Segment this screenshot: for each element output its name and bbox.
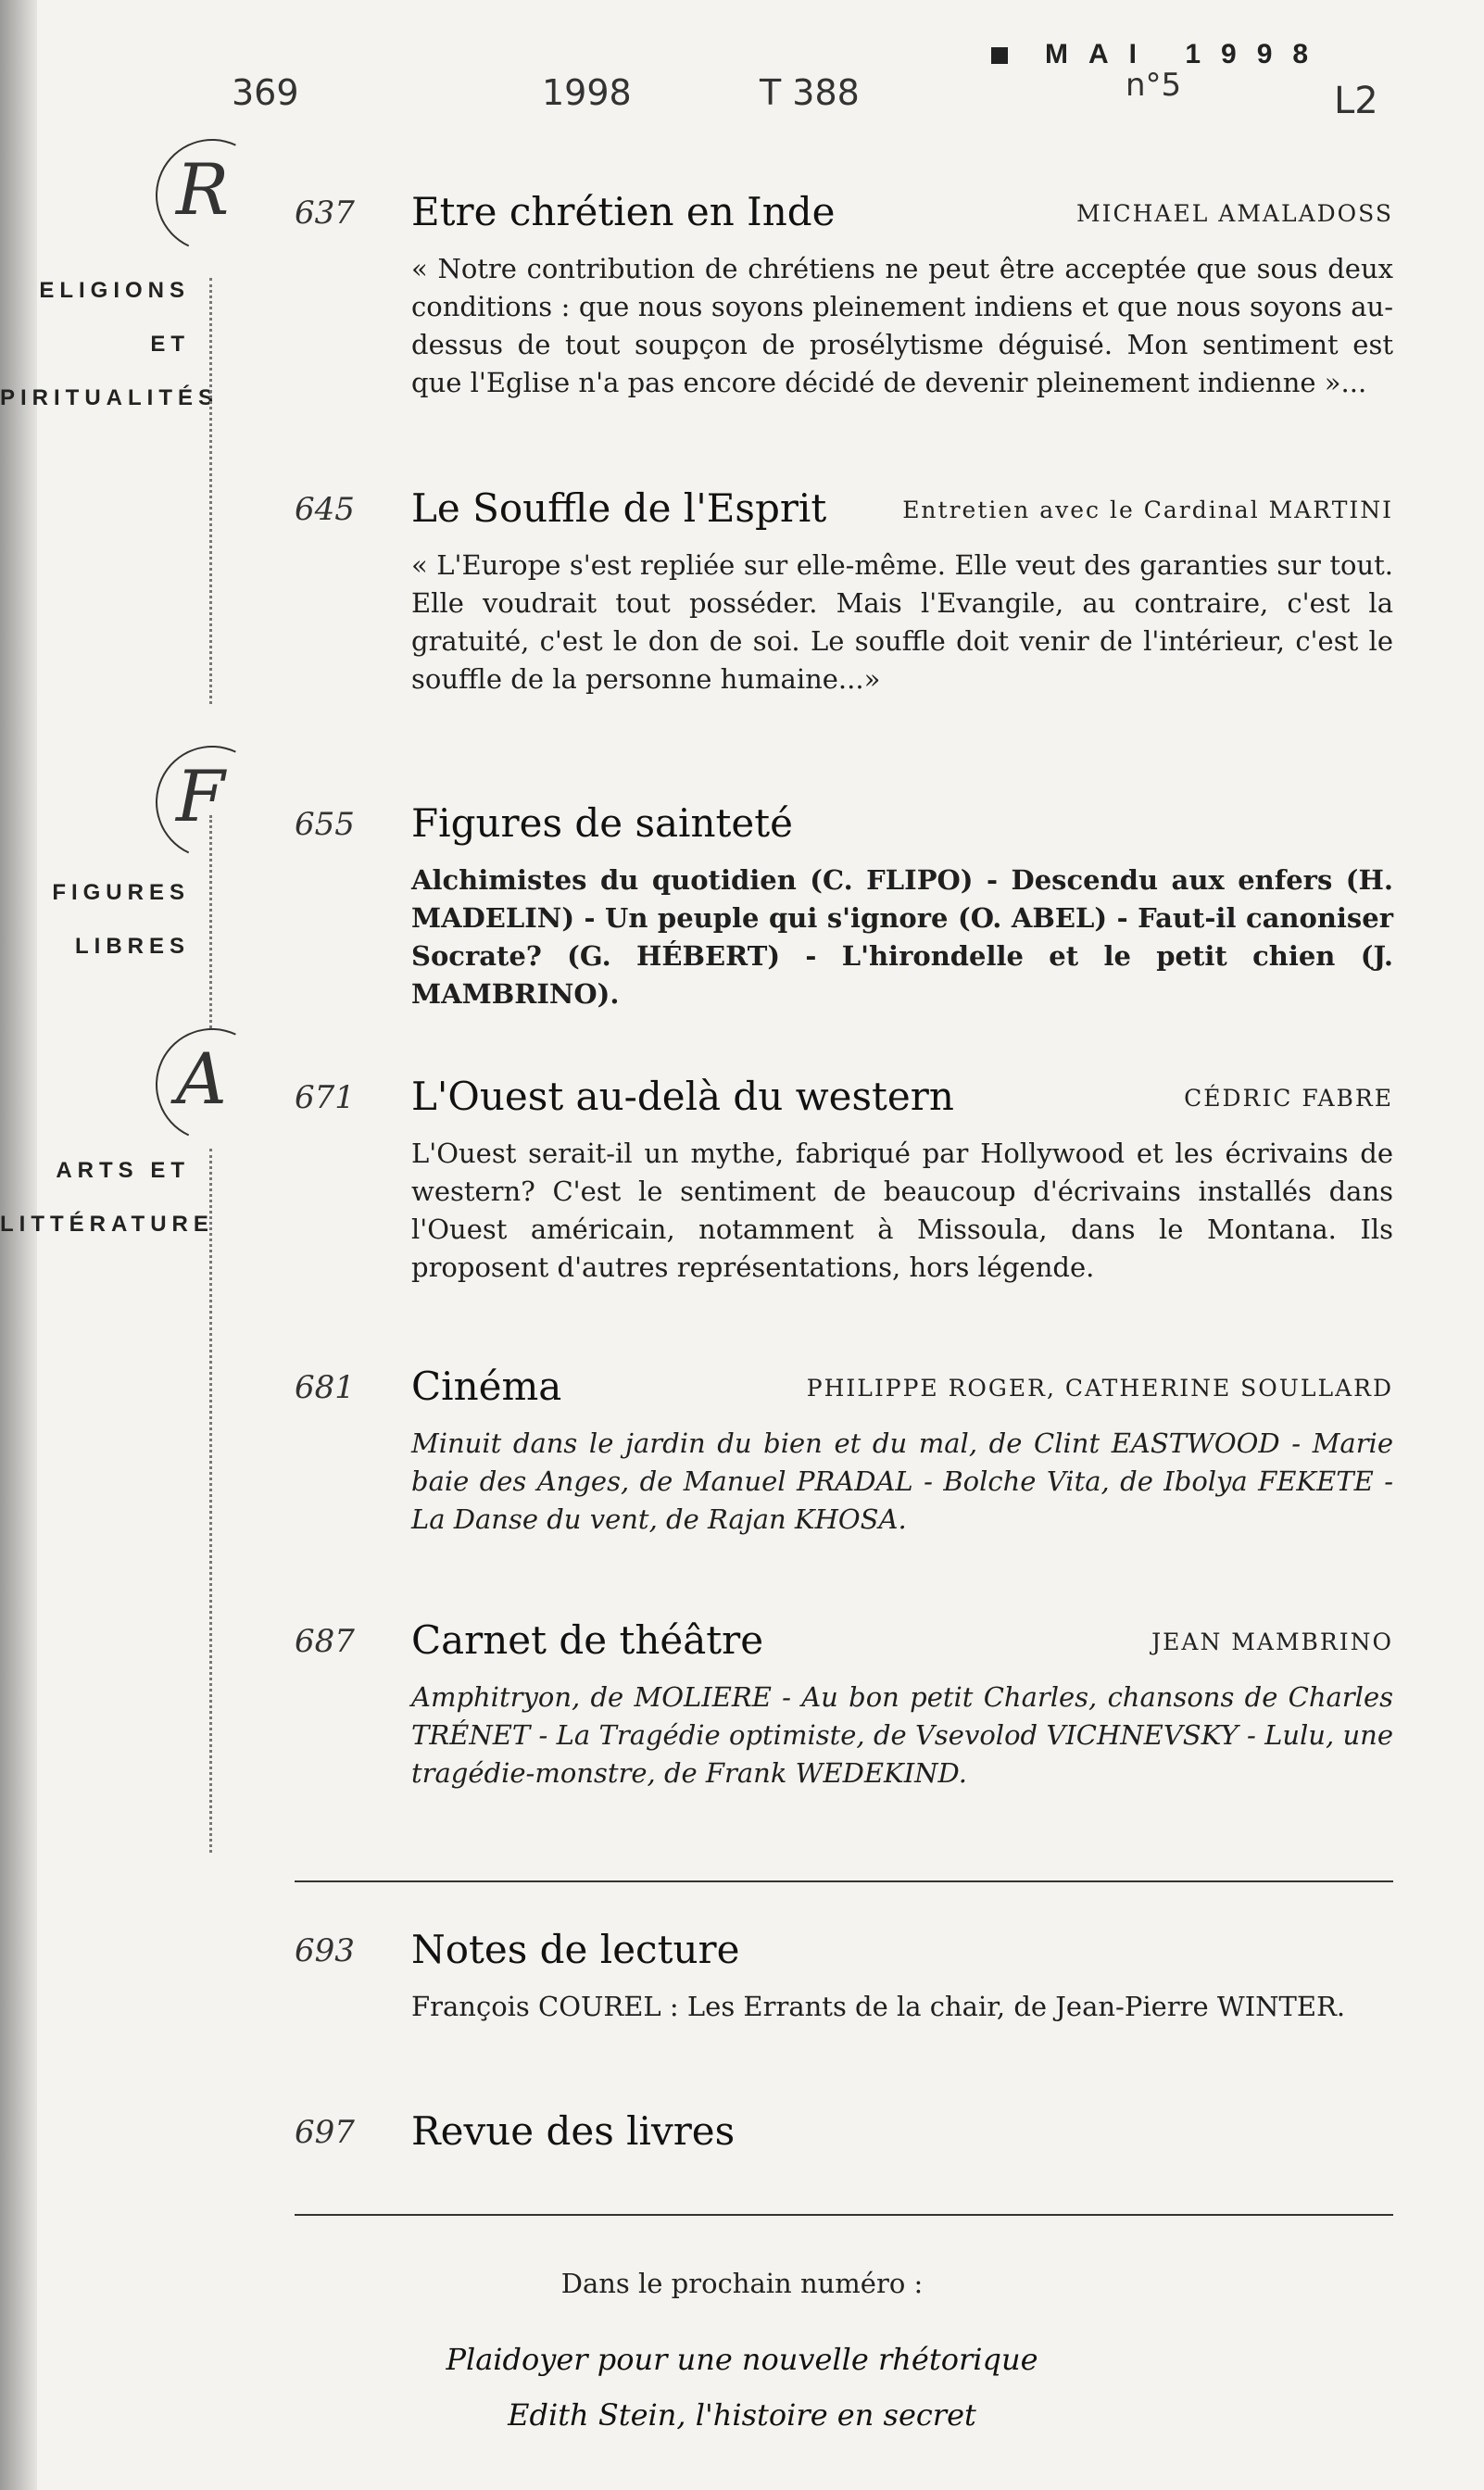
section-label-line: LITTÉRATURE: [0, 1212, 214, 1237]
handwritten-note-2: 1998: [542, 72, 632, 113]
page-number: 637: [295, 195, 355, 232]
toc-entry: [295, 1364, 1393, 1539]
article-title[interactable]: L'Ouest au-delà du western: [411, 1074, 954, 1119]
page-number: 681: [295, 1369, 355, 1406]
article-title[interactable]: Le Souffle de l'Esprit: [411, 485, 827, 531]
article-summary: L'Ouest serait-il un mythe, fabriqué par Hollywood et les écrivains de western? C'est le sentiment de beaucoup d'écrivains installés dans l'Ouest américain, notamment à Missoula, dans le Montana. Ils proposent d'autres représentations, hors légende.: [411, 1138, 1393, 1283]
article-summary: Amphitryon, de MOLIERE - Au bon petit Charles, chansons de Charles TRÉNET - La Tragédie optimiste, de Vsevolod VICHNEVSKY - Lulu, une tragédie-monstre, de Frank WEDEKIND.: [411, 1681, 1393, 1789]
article-author: PHILIPPE ROGER, CATHERINE SOULLARD: [806, 1375, 1393, 1402]
page-number: 645: [295, 491, 355, 528]
article-title[interactable]: Etre chrétien en Inde: [411, 189, 836, 234]
section-label-line: ARTS ET: [56, 1158, 190, 1183]
section-label-religions: [0, 264, 220, 425]
dotted-separator: [209, 278, 212, 704]
dotted-separator: [209, 1149, 212, 1853]
square-bullet-icon: [991, 47, 1008, 64]
section-letter-f: F: [176, 755, 225, 837]
handwritten-note-3: T 388: [760, 72, 860, 113]
page-number: 687: [295, 1623, 355, 1660]
toc-entry: [295, 800, 1393, 1013]
article-author: JEAN MAMBRINO: [1151, 1629, 1393, 1655]
article-title[interactable]: Cinéma: [411, 1364, 562, 1409]
toc-entry: [295, 1074, 1393, 1287]
next-issue-item: Plaidoyer pour une nouvelle rhétorique: [446, 2342, 1038, 2377]
section-label-line: FIGURES: [52, 880, 190, 905]
handwritten-note-1: 369: [232, 72, 299, 113]
article-title[interactable]: Carnet de théâtre: [411, 1617, 764, 1663]
toc-entry: [295, 1927, 1393, 2026]
section-label-arts: [0, 1144, 214, 1251]
section-label-figures: [0, 866, 190, 974]
article-title[interactable]: Notes de lecture: [411, 1927, 740, 1972]
page-number: 671: [295, 1079, 355, 1116]
issue-date-text: MAI 1998: [1045, 39, 1329, 69]
toc-entry: [295, 1617, 1393, 1792]
article-summary: Alchimistes du quotidien (C. FLIPO) - Descendu aux enfers (H. MADELIN) - Un peuple qui s'ignore (O. ABEL) - Faut-il canoniser Socrate? (G. HÉBERT) - L'hirondelle et le petit chien (J. MAMBRINO).: [411, 864, 1393, 1010]
page-number: 697: [295, 2114, 355, 2151]
toc-entry: [295, 2108, 1393, 2169]
section-letter-a: A: [176, 1038, 227, 1120]
dotted-separator: [209, 815, 212, 1028]
page-number: 655: [295, 806, 355, 843]
toc-entry: [295, 485, 1393, 698]
article-summary: « L'Europe s'est repliée sur elle-même. Elle veut des garanties sur tout. Elle voudrait tout posséder. Mais l'Evangile, au contraire, c'est la gratuité, c'est le don de soi. Le souffle doit venir de l'intérieur, c'est le souffle de la personne humaine...»: [411, 549, 1393, 695]
article-author: Entretien avec le Cardinal MARTINI: [902, 497, 1393, 523]
article-summary: Minuit dans le jardin du bien et du mal, de Clint EASTWOOD - Marie baie des Anges, de Manuel PRADAL - Bolche Vita, de Ibolya FEKETE - La Danse du vent, de Rajan KHOSA.: [411, 1427, 1393, 1535]
article-title[interactable]: Revue des livres: [411, 2108, 736, 2154]
issue-date: [991, 39, 1328, 70]
handwritten-issue-number: n°5: [1126, 67, 1182, 104]
article-title[interactable]: Figures de sainteté: [411, 800, 793, 846]
article-summary: François COUREL : Les Errants de la chair, de Jean-Pierre WINTER.: [411, 1991, 1346, 2022]
article-author: MICHAEL AMALADOSS: [1076, 200, 1393, 227]
horizontal-rule: [295, 2214, 1393, 2216]
section-label-line: LIBRES: [74, 934, 190, 959]
handwritten-corner-mark: L2: [1334, 80, 1378, 122]
section-label-line: PIRITUALITÉS: [0, 385, 220, 410]
next-issue-item: Edith Stein, l'histoire en secret: [508, 2397, 976, 2433]
article-summary: « Notre contribution de chrétiens ne peut être acceptée que sous deux conditions : que nous soyons pleinement indiens et que nous soyons au-dessus de tout soupçon de prosélytisme déguisé. Mon sentiment est que l'Eglise n'a pas encore décidé de devenir pleinement indienne »...: [411, 253, 1393, 398]
next-issue-heading: Dans le prochain numéro :: [560, 2268, 924, 2299]
article-author: CÉDRIC FABRE: [1184, 1085, 1393, 1112]
section-label-line: ELIGIONS ET: [39, 278, 190, 357]
section-letter-r: R: [176, 148, 230, 231]
horizontal-rule: [295, 1880, 1393, 1882]
toc-entry: [295, 189, 1393, 402]
page-number: 693: [295, 1932, 355, 1969]
